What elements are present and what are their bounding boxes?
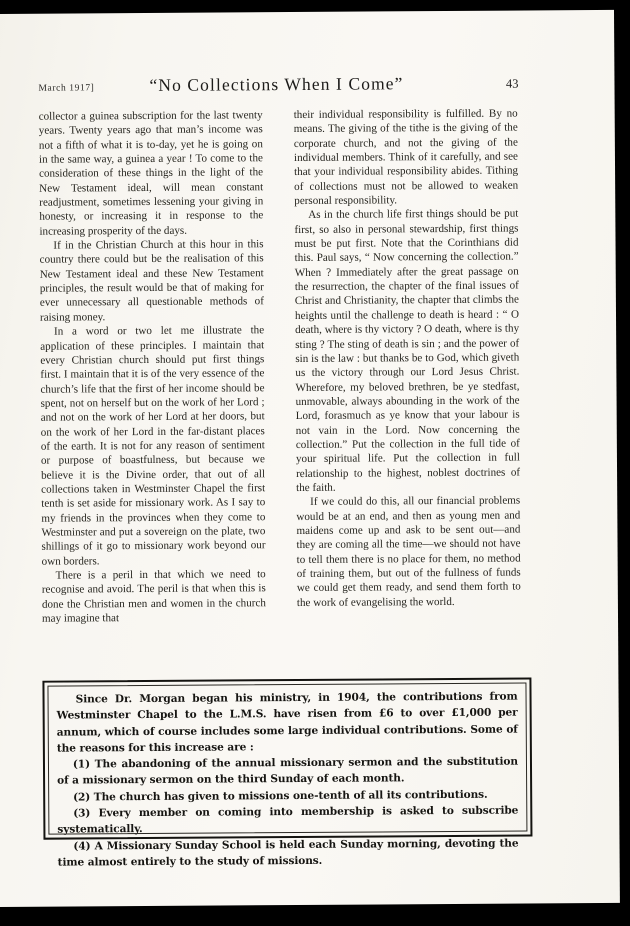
paragraph: collector a guinea subscription for the last twenty years. Twenty years ago that man’s income was not a fifth of what it is to-day, yet he is going on in the same way, a guinea a year ! To come to the consideration of these things in the light of the New Testament ideal, will mean constant readjustment, sometimes lessening your giving in honesty, or increasing it in response to the increasing prosperity of the days.: [38, 109, 264, 238]
paragraph: their individual responsibility is fulfilled. By no means. The giving of the tithe is the giving of the corporate church, and not the giving of the individual members. Think of it carefully, and see that your individual responsibility abides. Tithing of collections must not be allowed to weaken personal responsibility.: [293, 107, 519, 208]
boxed-note-item: (3) Every member on coming into membership is asked to subscribe systematically.: [57, 804, 519, 836]
issue-date: March 1917]: [38, 83, 95, 94]
boxed-note-intro: Since Dr. Morgan began his ministry, in 1904, the contributions from Westminster Chapel to the L.M.S. have risen from £6 to over £1,000 per annum, which of course includes some large individual contributions. Some of the reasons for this increase are :: [56, 690, 518, 755]
paragraph: As in the church life first things should be put first, so also in personal stewardship, first things must be put first. Note that the Corinthians did this. Paul says, “ Now concerning the collection.” When ? Immediately after the great passage on the resurrection, the chapter of the final issues of Christ and Christianity, the chapter that climbs the heights until the challenge to death is heard : “ O death, where is thy victory ? O death, where is thy sting ? The sting of death is sin ; and the power of sin is the law : but thanks be to God, which giveth us the victory through our Lord Jesus Christ. Wherefore, my beloved brethren, be ye stedfast, unmovable, always abounding in the work of the Lord, forasmuch as ye know that your labour is not vain in the Lord. Now concerning the collection.” Put the collection in the full tide of your spiritual life. Put the collection in full relationship to the highest, noblest doctrines of the faith.: [294, 207, 521, 494]
body-columns: [38, 106, 528, 625]
boxed-note-text: [56, 689, 518, 871]
boxed-note: [42, 677, 532, 869]
page-number: 43: [505, 76, 519, 91]
column-left: [39, 108, 266, 626]
boxed-note-item: (2) The church has given to missions one-tenth of all its contributions.: [73, 788, 488, 804]
running-head: [38, 73, 519, 102]
paragraph: If we could do this, all our financial problems would be at an end, and then as young men and maidens come up and ask to be sent out—and they are coming all the time—we should not have to tell them there is no place for them, no method of training them, but out of the fullness of funds we could get them ready, and send them forth to the work of evangelising the world.: [296, 494, 521, 609]
column-right: [294, 107, 521, 611]
page-sheet: [0, 10, 620, 907]
paragraph: If in the Christian Church at this hour in this country there could but be the realisation of this New Testament ideal and these New Testament principles, the result would be that of making for ever unnecessary all questionable methods of raising money.: [39, 238, 264, 324]
paragraph: In a word or two let me illustrate the application of these principles. I maintain that every Christian church should put first things first. I maintain that it is of the very essence of the church’s life that the first of her income should be spent, not on herself but on the work of her Lord ; and not on the work of her Lord at her doors, but on the work of her Lord in the far-distant places of the earth. It is not for any reason of sentiment or purpose of boastfulness, but because we believe it is the Divine order, that out of all collections taken in Westminster Chapel the first tenth is set aside for missionary work. As I say to my friends in the provinces when they come to Westminster and put a sovereign on the plate, two shillings of it go to missionary work beyond our own borders.: [40, 324, 266, 568]
boxed-note-item: (1) The abandoning of the annual missionary sermon and the substitution of a missionary sermon on the third Sunday of each month.: [57, 755, 519, 788]
boxed-note-item: (4) A Missionary Sunday School is held each Sunday morning, devoting the time almost entirely to the study of missions.: [57, 837, 519, 869]
page-title: “No Collections When I Come”: [149, 73, 404, 95]
paragraph: There is a peril in that which we need to recognise and avoid. The peril is that when this is done the Christian men and women in the church may imagine that: [41, 568, 266, 625]
